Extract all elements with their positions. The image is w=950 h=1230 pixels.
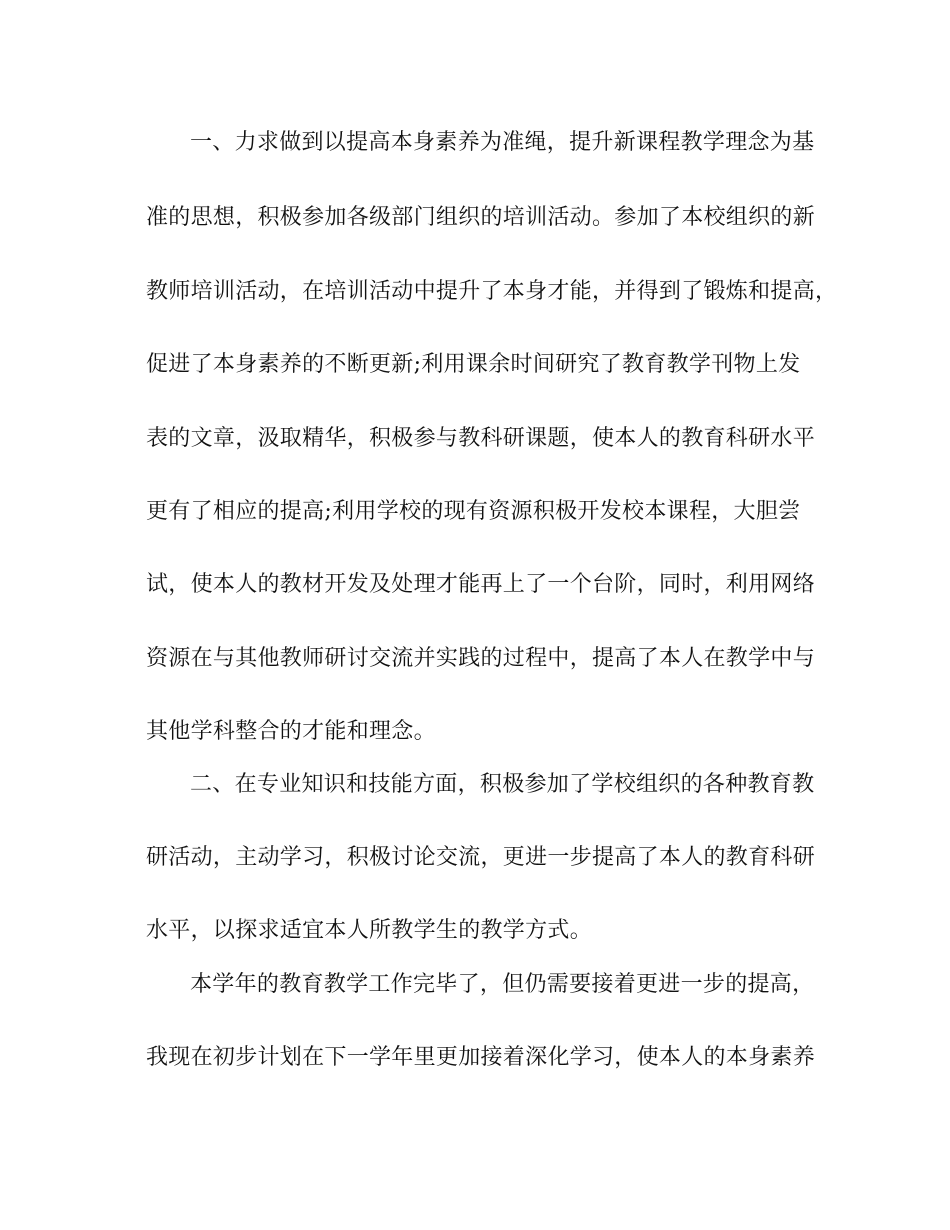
paragraph-2-line-2: 研活动，主动学习，积极讨论交流，更进一步提高了本人的教育科研 bbox=[146, 845, 816, 870]
paragraph-1-line-6: 更有了相应的提高;利用学校的现有资源积极开发校本课程，大胆尝 bbox=[146, 499, 801, 524]
paragraph-1-line-9: 其他学科整合的才能和理念。 bbox=[146, 719, 436, 744]
paragraph-1-line-8: 资源在与其他教师研讨交流并实践的过程中，提高了本人在教学中与 bbox=[146, 646, 816, 671]
paragraph-1-line-1: 一、力求做到以提高本身素养为准绳，提升新课程教学理念为基 bbox=[190, 130, 815, 155]
paragraph-2-line-1: 二、在专业知识和技能方面，积极参加了学校组织的各种教育教 bbox=[190, 772, 815, 797]
paragraph-2-line-3: 水平，以探求适宜本人所教学生的教学方式。 bbox=[146, 918, 593, 943]
paragraph-1-line-7: 试，使本人的教材开发及处理才能再上了一个台阶，同时，利用网络 bbox=[146, 572, 816, 597]
paragraph-3-line-2: 我现在初步计划在下一学年里更加接着深化学习，使本人的本身素养 bbox=[146, 1045, 816, 1070]
paragraph-1-line-3: 教师培训活动，在培训活动中提升了本身才能，并得到了锻炼和提高， bbox=[146, 279, 838, 304]
paragraph-1-line-4: 促进了本身素养的不断更新;利用课余时间研究了教育教学刊物上发 bbox=[146, 352, 801, 377]
paragraph-3-line-1: 本学年的教育教学工作完毕了，但仍需要接着更进一步的提高， bbox=[190, 972, 815, 997]
paragraph-1-line-2: 准的思想，积极参加各级部门组织的培训活动。参加了本校组织的新 bbox=[146, 205, 816, 230]
paragraph-1-line-5: 表的文章，汲取精华，积极参与教科研课题，使本人的教育科研水平 bbox=[146, 426, 816, 451]
